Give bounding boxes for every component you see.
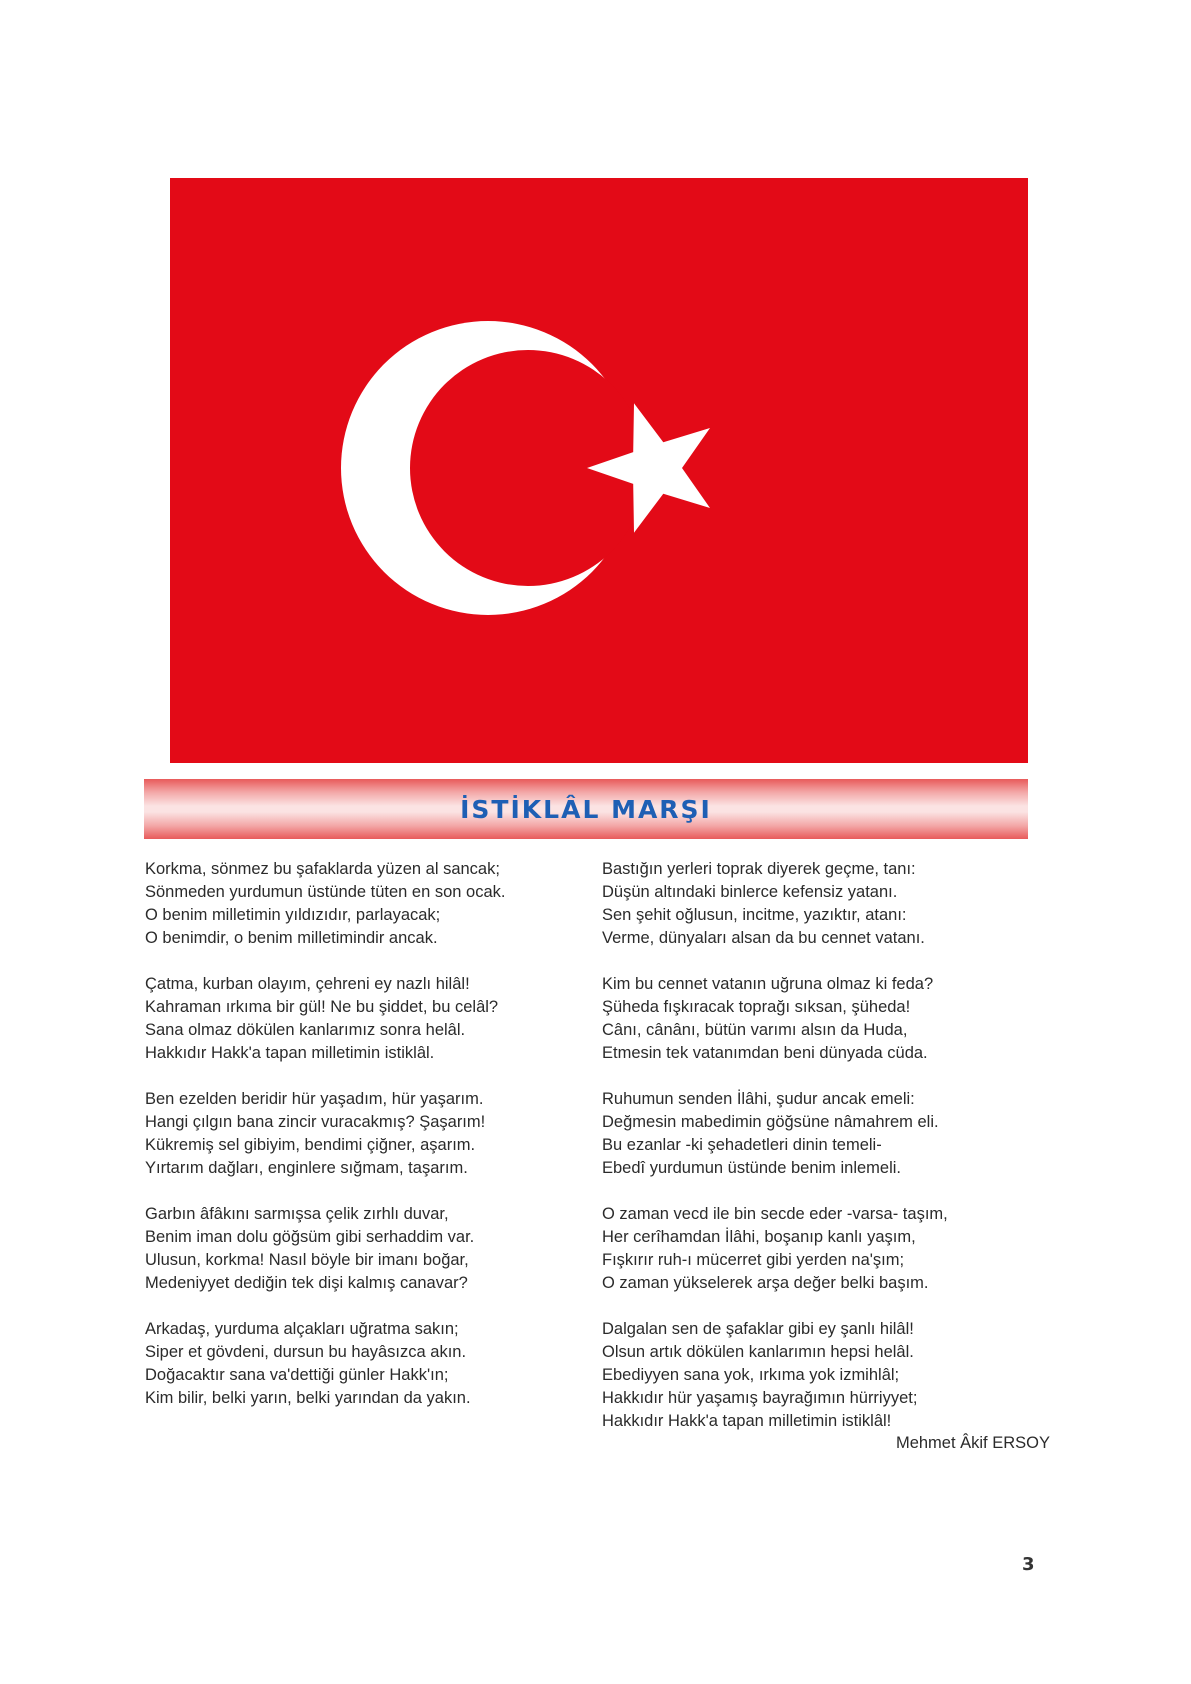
turkish-flag [152, 178, 1028, 763]
poem-column-right [602, 858, 1042, 1456]
verse-line: Sen şehit oğlusun, incitme, yazıktır, atanı: [602, 906, 907, 924]
stanza [145, 1318, 585, 1410]
verse-line: Ulusun, korkma! Nasıl böyle bir imanı boğar, [145, 1251, 469, 1269]
verse-line: Düşün altındaki binlerce kefensiz yatanı. [602, 883, 898, 901]
verse-line: O zaman vecd ile bin secde eder -varsa- taşım, [602, 1205, 948, 1223]
stanza [145, 858, 585, 950]
stanza [145, 1203, 585, 1295]
verse-line: O benimdir, o benim milletimindir ancak. [145, 929, 438, 947]
page-number: 3 [1022, 1554, 1035, 1575]
verse-line: Siper et gövdeni, dursun bu hayâsızca akın. [145, 1343, 467, 1361]
verse-line: Bastığın yerleri toprak diyerek geçme, tanı: [602, 860, 916, 878]
poem-column-left [145, 858, 585, 1433]
verse-line: Hakkıdır Hakk'a tapan milletimin istiklâl. [145, 1044, 435, 1062]
verse-line: Sana olmaz dökülen kanlarımız sonra helâl. [145, 1021, 466, 1039]
verse-line: Dalgalan sen de şafaklar gibi ey şanlı hilâl! [602, 1320, 914, 1338]
verse-line: Hakkıdır Hakk'a tapan milletimin istiklâl! [602, 1412, 892, 1430]
verse-line: Garbın âfâkını sarmışsa çelik zırhlı duvar, [145, 1205, 449, 1223]
author-name: Mehmet Âkif ERSOY [895, 1434, 1050, 1452]
stanza [145, 1088, 585, 1180]
verse-line: Cânı, cânânı, bütün varımı alsın da Huda, [602, 1021, 908, 1039]
verse-line: O benim milletimin yıldızıdır, parlayacak; [145, 906, 441, 924]
verse-line: Fışkırır ruh-ı mücerret gibi yerden na'şım; [602, 1251, 905, 1269]
verse-line: Hakkıdır hür yaşamış bayrağımın hürriyyet; [602, 1389, 918, 1407]
verse-line: Ebediyyen sana yok, ırkıma yok izmihlâl; [602, 1366, 900, 1384]
verse-line: Medeniyyet dediğin tek dişi kalmış canavar? [145, 1274, 468, 1292]
verse-line: Kim bilir, belki yarın, belki yarından da yakın. [145, 1389, 471, 1407]
verse-line: Doğacaktır sana va'dettiği günler Hakk'ın; [145, 1366, 449, 1384]
verse-line: Hangi çılgın bana zincir vuracakmış? Şaşarım! [145, 1113, 486, 1131]
stanza [145, 973, 585, 1065]
verse-line: O zaman yükselerek arşa değer belki başım. [602, 1274, 929, 1292]
verse-line: Etmesin tek vatanımdan beni dünyada cüda. [602, 1044, 928, 1062]
verse-line: Kükremiş sel gibiyim, bendimi çiğner, aşarım. [145, 1136, 476, 1154]
verse-line: Benim iman dolu göğsüm gibi serhaddim var. [145, 1228, 475, 1246]
verse-line: Çatma, kurban olayım, çehreni ey nazlı hilâl! [145, 975, 470, 993]
flag-hoist-strip [152, 178, 170, 763]
verse-line: Korkma, sönmez bu şafaklarda yüzen al sancak; [145, 860, 500, 878]
verse-line: Ruhumun senden İlâhi, şudur ancak emeli: [602, 1090, 915, 1108]
stanza [602, 1318, 1042, 1433]
verse-line: Değmesin mabedimin göğsüne nâmahrem eli. [602, 1113, 939, 1131]
verse-line: Sönmeden yurdumun üstünde tüten en son ocak. [145, 883, 506, 901]
stanza [602, 1088, 1042, 1180]
verse-line: Her cerîhamdan İlâhi, boşanıp kanlı yaşım, [602, 1228, 916, 1246]
verse-line: Ben ezelden beridir hür yaşadım, hür yaşarım. [145, 1090, 484, 1108]
verse-line: Yırtarım dağları, enginlere sığmam, taşarım. [145, 1159, 468, 1177]
verse-line: Bu ezanlar -ki şehadetleri dinin temeli- [602, 1136, 882, 1154]
verse-line: Olsun artık dökülen kanlarımın hepsi helâl. [602, 1343, 914, 1361]
page-title: İSTİKLÂL MARŞI [460, 794, 712, 824]
verse-line: Kim bu cennet vatanın uğruna olmaz ki feda? [602, 975, 934, 993]
verse-line: Kahraman ırkıma bir gül! Ne bu şiddet, bu celâl? [145, 998, 499, 1016]
verse-line: Ebedî yurdumun üstünde benim inlemeli. [602, 1159, 902, 1177]
stanza [602, 1203, 1042, 1295]
stanza [602, 973, 1042, 1065]
verse-line: Verme, dünyaları alsan da bu cennet vatanı. [602, 929, 925, 947]
verse-line: Şüheda fışkıracak toprağı sıksan, şüheda! [602, 998, 911, 1016]
title-band [144, 779, 1028, 839]
stanza [602, 858, 1042, 950]
verse-line: Arkadaş, yurduma alçakları uğratma sakın; [145, 1320, 459, 1338]
